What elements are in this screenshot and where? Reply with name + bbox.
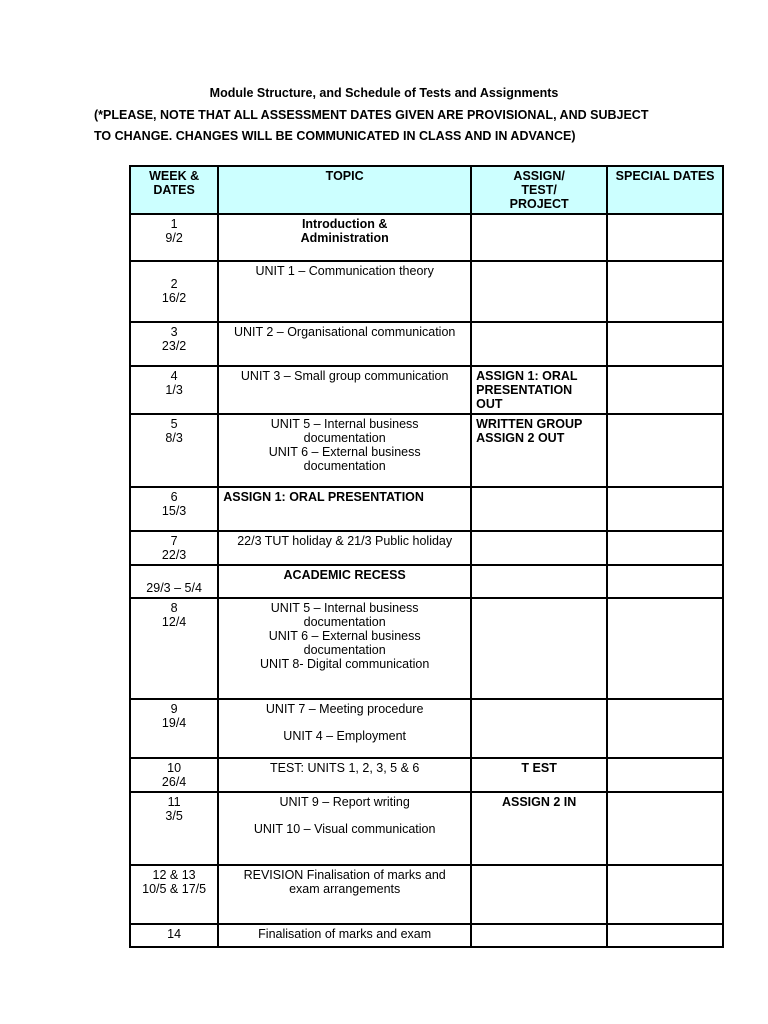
assign-line: ASSIGN 1: ORAL	[476, 369, 578, 383]
week-cell	[130, 924, 218, 947]
header-assign-line-2: TEST/	[521, 183, 557, 197]
week-cell	[130, 565, 218, 598]
topic-line: documentation	[303, 459, 386, 473]
table-row	[130, 261, 723, 322]
special-dates-cell	[607, 924, 723, 947]
header-week-line-2: DATES	[153, 183, 195, 197]
note-line-1: (*PLEASE, NOTE THAT ALL ASSESSMENT DATES GIVEN ARE PROVISIONAL, AND SUBJECT	[94, 108, 649, 122]
week-number: 14	[167, 927, 182, 941]
header-week-dates	[130, 166, 218, 214]
assign-cell	[471, 758, 607, 792]
topic-line: UNIT 6 – External business	[268, 629, 421, 643]
week-number: 3	[170, 325, 178, 339]
week-cell	[130, 366, 218, 414]
special-dates-cell	[607, 487, 723, 531]
table-row	[130, 699, 723, 758]
table-row	[130, 565, 723, 598]
week-date: 26/4	[161, 775, 187, 789]
assign-cell	[471, 565, 607, 598]
assign-line: OUT	[476, 397, 503, 411]
topic-line: documentation	[303, 643, 386, 657]
week-spacer	[135, 568, 213, 581]
topic-line: TEST: UNITS 1, 2, 3, 5 & 6	[269, 761, 420, 775]
week-cell	[130, 598, 218, 699]
assign-cell	[471, 414, 607, 487]
topic-cell	[218, 924, 471, 947]
assign-cell	[471, 487, 607, 531]
week-cell	[130, 487, 218, 531]
special-dates-cell	[607, 598, 723, 699]
week-cell	[130, 699, 218, 758]
week-number: 1	[170, 217, 178, 231]
week-number: 5	[170, 417, 178, 431]
special-dates-cell	[607, 214, 723, 261]
week-number: 4	[170, 369, 178, 383]
week-number: 12 & 13	[152, 868, 196, 882]
topic-line: documentation	[303, 431, 386, 445]
special-dates-cell	[607, 699, 723, 758]
topic-line: UNIT 3 – Small group communication	[240, 369, 449, 383]
header-assign-line-3: PROJECT	[509, 197, 569, 211]
header-week-line-1: WEEK &	[149, 169, 200, 183]
assign-line: T EST	[521, 761, 557, 775]
header-special-dates	[607, 166, 723, 214]
topic-cell	[218, 261, 471, 322]
assign-line: WRITTEN GROUP	[476, 417, 583, 431]
special-dates-cell	[607, 531, 723, 565]
week-date: 23/2	[161, 339, 187, 353]
topic-cell	[218, 598, 471, 699]
assign-cell	[471, 598, 607, 699]
table-row	[130, 414, 723, 487]
topic-line: Finalisation of marks and exam	[258, 927, 432, 941]
table-row	[130, 924, 723, 947]
topic-line: 22/3 TUT holiday & 21/3 Public holiday	[237, 534, 453, 548]
topic-line: UNIT 8- Digital communication	[260, 657, 430, 671]
week-number: 10	[167, 761, 182, 775]
topic-spacer	[223, 716, 466, 729]
table-row	[130, 214, 723, 261]
table-row	[130, 758, 723, 792]
week-cell	[130, 414, 218, 487]
topic-cell	[218, 214, 471, 261]
special-dates-cell	[607, 261, 723, 322]
assign-cell	[471, 792, 607, 865]
topic-line: UNIT 2 – Organisational communication	[233, 325, 456, 339]
topic-line: documentation	[303, 615, 386, 629]
header-topic-label: TOPIC	[325, 169, 364, 183]
special-dates-cell	[607, 792, 723, 865]
header-assign-line-1: ASSIGN/	[513, 169, 565, 183]
table-row	[130, 487, 723, 531]
topic-line: UNIT 9 – Report writing	[279, 795, 410, 809]
topic-line: ACADEMIC RECESS	[283, 568, 406, 582]
assign-cell	[471, 322, 607, 366]
header-assign-test-project	[471, 166, 607, 214]
special-dates-cell	[607, 565, 723, 598]
week-number: 6	[170, 490, 178, 504]
header-special-label: SPECIAL DATES	[615, 169, 715, 183]
topic-cell	[218, 366, 471, 414]
schedule-table	[129, 165, 724, 948]
week-date: 10/5 & 17/5	[142, 882, 207, 896]
topic-line: UNIT 7 – Meeting procedure	[265, 702, 424, 716]
week-number: 9	[170, 702, 178, 716]
topic-line: Introduction &	[301, 217, 388, 231]
table-row	[130, 322, 723, 366]
topic-line: Administration	[300, 231, 389, 245]
header-topic	[218, 166, 471, 214]
topic-spacer	[223, 809, 466, 822]
topic-cell	[218, 792, 471, 865]
topic-cell	[218, 414, 471, 487]
topic-line: REVISION Finalisation of marks and	[243, 868, 446, 882]
week-number: 7	[170, 534, 178, 548]
week-cell	[130, 214, 218, 261]
topic-line: ASSIGN 1: ORAL PRESENTATION	[223, 490, 424, 504]
topic-line: UNIT 5 – Internal business	[270, 601, 419, 615]
special-dates-cell	[607, 366, 723, 414]
topic-line: UNIT 10 – Visual communication	[253, 822, 436, 836]
topic-cell	[218, 758, 471, 792]
assign-cell	[471, 261, 607, 322]
topic-cell	[218, 865, 471, 924]
topic-line: UNIT 4 – Employment	[283, 729, 407, 743]
assign-cell	[471, 865, 607, 924]
note-line-2: TO CHANGE. CHANGES WILL BE COMMUNICATED IN CLASS AND IN ADVANCE)	[94, 129, 576, 143]
week-number: 2	[170, 277, 178, 291]
week-date: 12/4	[161, 615, 187, 629]
week-date: 1/3	[165, 383, 183, 397]
week-date: 8/3	[165, 431, 183, 445]
topic-cell	[218, 487, 471, 531]
week-cell	[130, 792, 218, 865]
assign-line: ASSIGN 2 IN	[501, 795, 577, 809]
week-spacer	[135, 264, 213, 277]
topic-cell	[218, 565, 471, 598]
provisional-dates-note	[94, 105, 648, 147]
table-row	[130, 366, 723, 414]
table-row	[130, 865, 723, 924]
week-number: 8	[170, 601, 178, 615]
topic-line: UNIT 1 – Communication theory	[255, 264, 434, 278]
week-cell	[130, 322, 218, 366]
week-cell	[130, 261, 218, 322]
assign-cell	[471, 531, 607, 565]
assign-line: ASSIGN 2 OUT	[476, 431, 565, 445]
topic-line: UNIT 6 – External business	[268, 445, 421, 459]
assign-cell	[471, 699, 607, 758]
week-cell	[130, 758, 218, 792]
special-dates-cell	[607, 322, 723, 366]
special-dates-cell	[607, 414, 723, 487]
document-title: Module Structure, and Schedule of Tests and Assignments	[209, 86, 559, 100]
week-date: 22/3	[161, 548, 187, 562]
topic-cell	[218, 322, 471, 366]
week-date: 9/2	[165, 231, 183, 245]
week-date: 19/4	[161, 716, 187, 730]
assign-line: PRESENTATION	[476, 383, 573, 397]
table-row	[130, 792, 723, 865]
week-number: 11	[167, 795, 181, 809]
table-row	[130, 598, 723, 699]
week-date: 15/3	[161, 504, 187, 518]
week-date: 29/3 – 5/4	[146, 581, 202, 595]
week-cell	[130, 531, 218, 565]
table-row	[130, 531, 723, 565]
week-date: 16/2	[161, 291, 187, 305]
topic-line: exam arrangements	[289, 882, 401, 896]
topic-line: UNIT 5 – Internal business	[270, 417, 419, 431]
header-row	[130, 166, 723, 214]
assign-cell	[471, 924, 607, 947]
assign-cell	[471, 214, 607, 261]
week-date: 3/5	[165, 809, 183, 823]
special-dates-cell	[607, 758, 723, 792]
assign-cell	[471, 366, 607, 414]
topic-cell	[218, 531, 471, 565]
special-dates-cell	[607, 865, 723, 924]
week-cell	[130, 865, 218, 924]
topic-cell	[218, 699, 471, 758]
